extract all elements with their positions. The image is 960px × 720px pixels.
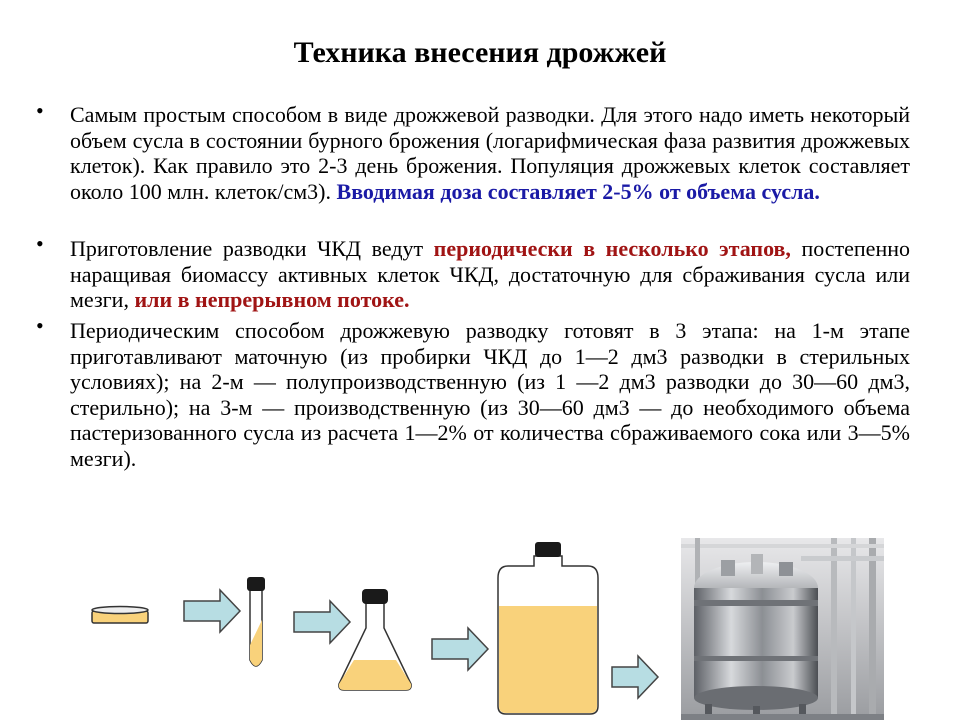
bullet-3-body: Периодическим способом дрожжевую разводку готовят в 3 этапа: на 1-м этапе приготавливают маточную (из пробирки ЧКД до 1—2 дм3 разводки в стерильных условиях); на 2-м — полупроизводственную (из 1 —2 дм3 разводки до 30—60 дм3, стерильно); на 3-м — производственную (из 30—60 дм3 — до необходимого объема пастеризованного сусла из расчета 1—2% от количества сбраживаемого сока или 3—5% мезги). bbox=[70, 318, 910, 471]
fermentation-tank-photo bbox=[681, 538, 884, 720]
test-tube-icon bbox=[247, 577, 265, 666]
bullet-2-marker: • bbox=[36, 231, 44, 256]
bullet-1-body: Самым простым способом в виде дрожжевой разводки. Для этого надо иметь некоторый объем сусла в состоянии бурного брожения (логарифмическая фаза развития дрожжевых клеток). Как правило это 2-3 день брожения. Популяция дрожжевых клеток составляет около 100 млн. клеток/см3). bbox=[70, 102, 910, 204]
flask-icon bbox=[339, 589, 411, 690]
bullet-2-body-b: постепенно наращивая биомассу активных клеток ЧКД, достаточную для сбраживания сусла или мезги, bbox=[70, 236, 910, 312]
arrow-4-icon bbox=[612, 656, 658, 698]
bullet-2-highlight-a: периодически в несколько этапов, bbox=[433, 236, 791, 261]
bullet-2-highlight-b: или в непрерывном потоке. bbox=[134, 287, 410, 312]
bullet-2-body-a: Приготовление разводки ЧКД ведут bbox=[70, 236, 434, 261]
page-title: Техника внесения дрожжей bbox=[293, 36, 667, 69]
bullet-3-marker: • bbox=[36, 313, 44, 338]
petri-dish-icon bbox=[92, 607, 148, 624]
arrow-1-icon bbox=[184, 590, 240, 632]
bullet-1-marker: • bbox=[36, 98, 44, 123]
arrow-3-icon bbox=[432, 628, 488, 670]
bullet-1-highlight: Вводимая доза составляет 2-5% от объема сусла. bbox=[336, 178, 820, 204]
arrow-2-icon bbox=[294, 601, 350, 643]
bottle-icon bbox=[498, 542, 598, 714]
